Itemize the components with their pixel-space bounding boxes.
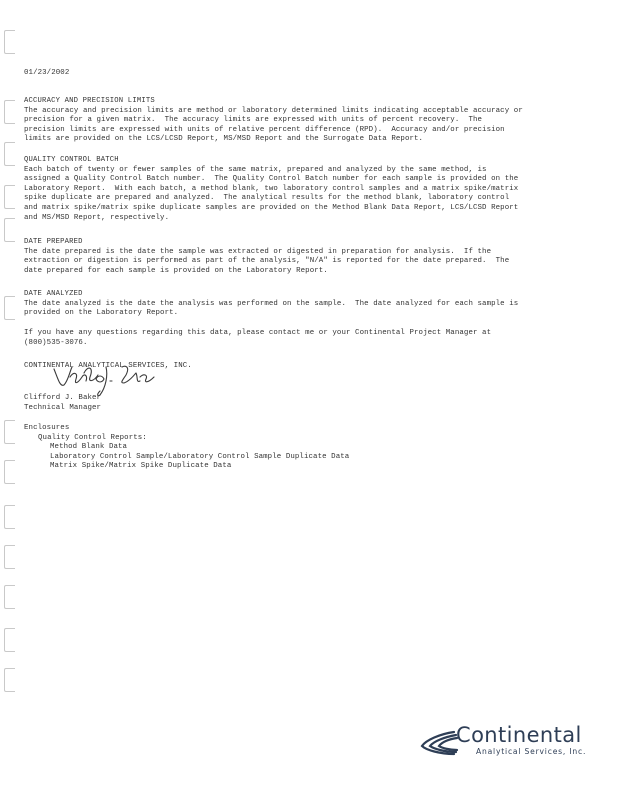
paragraph-line: and matrix spike/matrix spike duplicate samples are provided on the Method Blank Data Report, LCS/LCSD Report bbox=[24, 203, 519, 212]
section-quality-control-batch bbox=[24, 156, 584, 223]
section-heading: DATE PREPARED bbox=[24, 238, 83, 246]
enclosures-heading: Enclosures bbox=[24, 424, 70, 432]
signer-title: Technical Manager bbox=[24, 403, 102, 412]
binder-mark bbox=[4, 142, 15, 166]
enclosures-subheading: Quality Control Reports: bbox=[38, 433, 147, 442]
signer-name: Clifford J. Baker bbox=[24, 394, 102, 402]
paragraph-line: The date prepared is the date the sample was extracted or digested in preparation for analysis. If the bbox=[24, 247, 492, 256]
binder-mark bbox=[4, 460, 15, 484]
enclosures-block bbox=[24, 424, 584, 472]
binder-mark bbox=[4, 218, 15, 242]
paragraph-line: precision for a given matrix. The accuracy limits are expressed with units of percent recovery. The bbox=[24, 116, 483, 125]
binder-mark bbox=[4, 628, 15, 652]
paragraph-line: spike duplicate are prepared and analyzed. The analytical results for the method blank, laboratory control bbox=[24, 194, 510, 203]
paragraph-line: The accuracy and precision limits are method or laboratory determined limits indicating acceptable accuracy or bbox=[24, 106, 523, 115]
enclosure-item: Method Blank Data bbox=[50, 443, 128, 452]
letter-date: 01/23/2002 bbox=[24, 69, 70, 77]
enclosure-item: Matrix Spike/Matrix Spike Duplicate Data bbox=[50, 462, 232, 471]
logo-name: Continental bbox=[456, 723, 582, 747]
contact-phone: (800)535-3076. bbox=[24, 338, 88, 347]
section-date-analyzed bbox=[24, 290, 584, 319]
section-heading: ACCURACY AND PRECISION LIMITS bbox=[24, 97, 155, 105]
contact-paragraph bbox=[24, 329, 584, 348]
signer-block bbox=[24, 394, 584, 413]
binder-mark bbox=[4, 545, 15, 569]
paragraph-line: If you have any questions regarding this data, please contact me or your Continental Project Manager at bbox=[24, 329, 492, 337]
logo-subtitle: Analytical Services, Inc. bbox=[476, 747, 587, 756]
paragraph-line: limits are provided on the LCS/LCSD Report, MS/MSD Report and the Surrogate Data Report. bbox=[24, 135, 424, 144]
paragraph-line: provided on the Laboratory Report. bbox=[24, 309, 179, 318]
paragraph-line: Each batch of twenty or fewer samples of the same matrix, prepared and analyzed by the same method, is bbox=[24, 165, 487, 174]
paragraph-line: assigned a Quality Control Batch number. The Quality Control Batch number for each sample is provided on the bbox=[24, 175, 519, 184]
paragraph-line: The date analyzed is the date the analysis was performed on the sample. The date analyzed for each sample is bbox=[24, 299, 519, 308]
paragraph-line: extraction or digestion is performed as part of the analysis, "N/A" is reported for the date prepared. The bbox=[24, 257, 510, 266]
section-heading: DATE ANALYZED bbox=[24, 290, 83, 298]
paragraph-line: and MS/MSD Report, respectively. bbox=[24, 213, 170, 222]
paragraph-line: Laboratory Report. With each batch, a method blank, two laboratory control samples and a matrix spike/matrix bbox=[24, 184, 519, 193]
company-signoff: CONTINENTAL ANALYTICAL SERVICES, INC. bbox=[24, 362, 192, 370]
section-date-prepared bbox=[24, 238, 584, 276]
binder-mark bbox=[4, 185, 15, 209]
section-heading: QUALITY CONTROL BATCH bbox=[24, 156, 119, 164]
binder-mark bbox=[4, 30, 15, 54]
section-accuracy-precision bbox=[24, 97, 584, 145]
binder-mark bbox=[4, 505, 15, 529]
paragraph-line: date prepared for each sample is provided on the Laboratory Report. bbox=[24, 266, 328, 275]
binder-mark bbox=[4, 585, 15, 609]
binder-mark bbox=[4, 296, 15, 320]
enclosure-item: Laboratory Control Sample/Laboratory Control Sample Duplicate Data bbox=[50, 452, 350, 461]
paragraph-line: precision limits are expressed with units of relative percent difference (RPD). Accuracy and/or precision bbox=[24, 125, 505, 134]
binder-mark bbox=[4, 420, 15, 444]
binder-mark bbox=[4, 100, 15, 124]
binder-mark bbox=[4, 668, 15, 692]
